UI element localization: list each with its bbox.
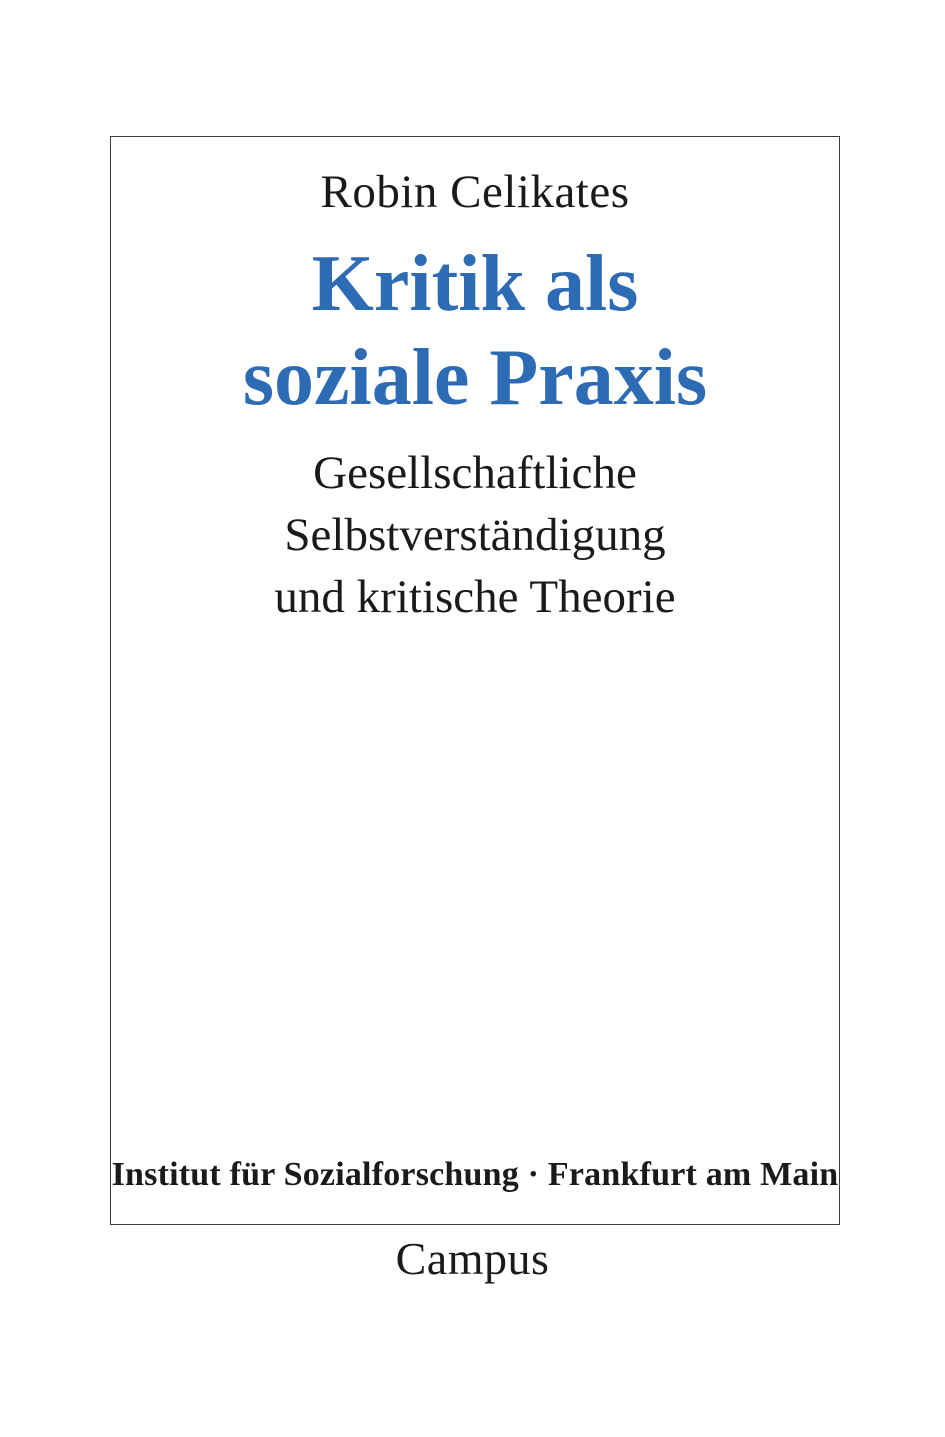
book-subtitle: [111, 442, 839, 628]
publisher-name: Campus: [395, 1233, 550, 1284]
book-title-line-2: soziale Praxis: [242, 334, 708, 423]
book-subtitle-line-1: Gesellschaftliche: [313, 447, 637, 499]
book-title: [111, 237, 839, 426]
book-title-line-1: Kritik als: [311, 240, 639, 328]
author-name: Robin Celikates: [320, 166, 630, 218]
institute-line: Institut für Sozialforschung · Frankfurt am Main: [111, 1156, 839, 1193]
cover-frame: [110, 136, 840, 1225]
book-subtitle-line-2: Selbstverständigung: [284, 509, 666, 562]
book-subtitle-line-3: und kritische Theorie: [274, 571, 676, 624]
cover-frame-inner: [111, 137, 839, 1224]
